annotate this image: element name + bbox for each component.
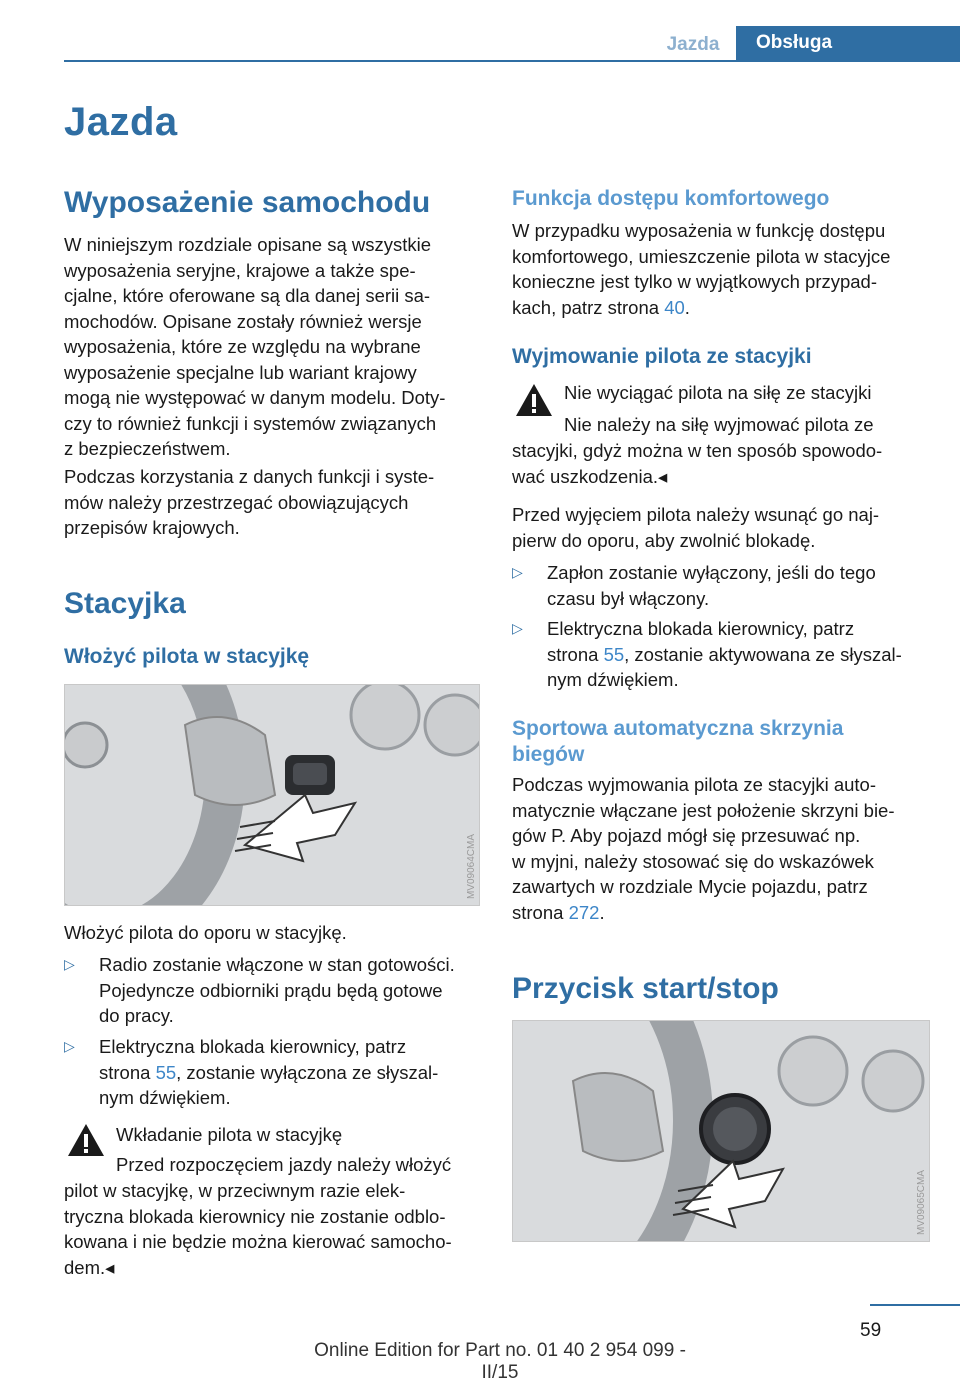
heading-przycisk-start-stop: Przycisk start/stop <box>512 972 779 1005</box>
page-link[interactable]: 55 <box>155 1061 177 1083</box>
page-link[interactable]: 272 <box>568 901 600 923</box>
list-item: ▷ Elektryczna blokada kierownicy, patrz strona 55, zostanie aktywowana ze słyszal‐ nym dźwiękiem. <box>512 618 902 690</box>
caption-wlozyc: Włożyć pilota do oporu w stacyjkę. <box>64 922 347 943</box>
warning-title: Wkładanie pilota w stacyjkę <box>116 1124 343 1145</box>
page-number: 59 <box>860 1320 882 1341</box>
list-item: ▷ Zapłon zostanie wyłączony, jeśli do tego czasu był włączony. <box>512 562 876 609</box>
warning-line: Przed rozpoczęciem jazdy należy włożyć <box>116 1154 452 1175</box>
list-item: ▷ Radio zostanie włączone w stan gotowości. Pojedyncze odbiorniki prądu będą gotowe do pracy. <box>64 954 455 1026</box>
footer-rule <box>870 1304 960 1306</box>
warning-icon <box>514 382 554 418</box>
page-link[interactable]: 55 <box>603 643 625 665</box>
header-rule <box>64 60 960 62</box>
chapter-title: Jazda <box>64 100 178 144</box>
figure-code: MV09065CMA <box>916 1169 927 1235</box>
triangle-bullet-icon: ▷ <box>512 564 523 580</box>
paragraph-sportowa: Podczas wyjmowania pilota ze stacyjki auto‐ matycznie włączane jest położenie skrzyni bie‐ gów P. Aby pojazd mógł się przesuwać np. w myjni, należy stosować się do wskazówek zawartych w rozdziale Mycie pojazdu, patrz strona 272. <box>512 774 895 923</box>
paragraph-przepisy: Podczas korzystania z danych funkcji i syste‐ mów należy przestrzegać obowiązujących przepisów krajowych. <box>64 466 435 538</box>
steering-wheel-illustration <box>65 685 480 906</box>
heading-funkcja-dostepu: Funkcja dostępu komfortowego <box>512 187 830 210</box>
edition-line: Online Edition for Part no. 01 40 2 954 099 - II/15 <box>314 1340 686 1383</box>
heading-stacyjka: Stacyjka <box>64 587 186 620</box>
paragraph-funkcja: W przypadku wyposażenia w funkcję dostępu komfortowego, umieszczenie pilota w stacyjce konieczne jest tylko w wyjątkowych przypad‐ kach, patrz strona 40. <box>512 220 891 318</box>
heading-wyposazenie: Wyposażenie samochodu <box>64 186 431 219</box>
warning-line: Nie należy na siłę wyjmować pilota ze <box>564 414 874 435</box>
triangle-bullet-icon: ▷ <box>64 956 75 972</box>
tab-jazda[interactable]: Jazda <box>666 34 720 55</box>
list-item: ▷ Elektryczna blokada kierownicy, patrz strona 55, zostanie wyłączona ze słyszal‐ nym dźwiękiem. <box>64 1036 439 1108</box>
figure-code: MV09064CMA <box>466 833 477 899</box>
warning-text: stacyjki, gdyż można w ten sposób spowodo‐ wać uszkodzenia.◂ <box>512 440 883 487</box>
figure-start-stop <box>512 1020 930 1242</box>
triangle-bullet-icon: ▷ <box>64 1038 75 1054</box>
heading-wyjmowanie: Wyjmowanie pilota ze stacyjki <box>512 345 812 368</box>
tab-obsluga[interactable]: Obsługa <box>736 26 960 60</box>
paragraph-wyposazenie: W niniejszym rozdziale opisane są wszystkie wyposażenia seryjne, krajowe a także spe‐ cjalne, które oferowane są dla danej serii sa‐ mochodów. Opisane zostały również wersje wyposażenia, które ze względu na wybrane wyposażenie specjalne lub wariant krajowy mogą nie występować w danym modelu. Doty‐ czy to również funkcji i systemów związanych z bezpieczeństwem. <box>64 234 446 459</box>
page-header <box>0 26 960 62</box>
start-stop-illustration <box>513 1021 930 1242</box>
triangle-bullet-icon: ▷ <box>512 620 523 636</box>
warning-icon <box>66 1122 106 1158</box>
warning-title: Nie wyciągać pilota na siłę ze stacyjki <box>564 382 872 403</box>
heading-sportowa-skrzynia: Sportowa automatyczna skrzynia biegów <box>512 717 844 766</box>
paragraph-przed-wyjeciem: Przed wyjęciem pilota należy wsunąć go naj‐ pierw do oporu, aby zwolnić blokadę. <box>512 504 880 551</box>
figure-key-insert <box>64 684 480 906</box>
page-link[interactable]: 40 <box>664 296 685 318</box>
warning-text: pilot w stacyjkę, w przeciwnym razie elek‐ tryczna blokada kierownicy nie zostanie odblo‐ kowana i nie będzie można kierować samocho‐ dem.◂ <box>64 1180 452 1278</box>
heading-wlozyc-pilota: Włożyć pilota w stacyjkę <box>64 645 310 668</box>
